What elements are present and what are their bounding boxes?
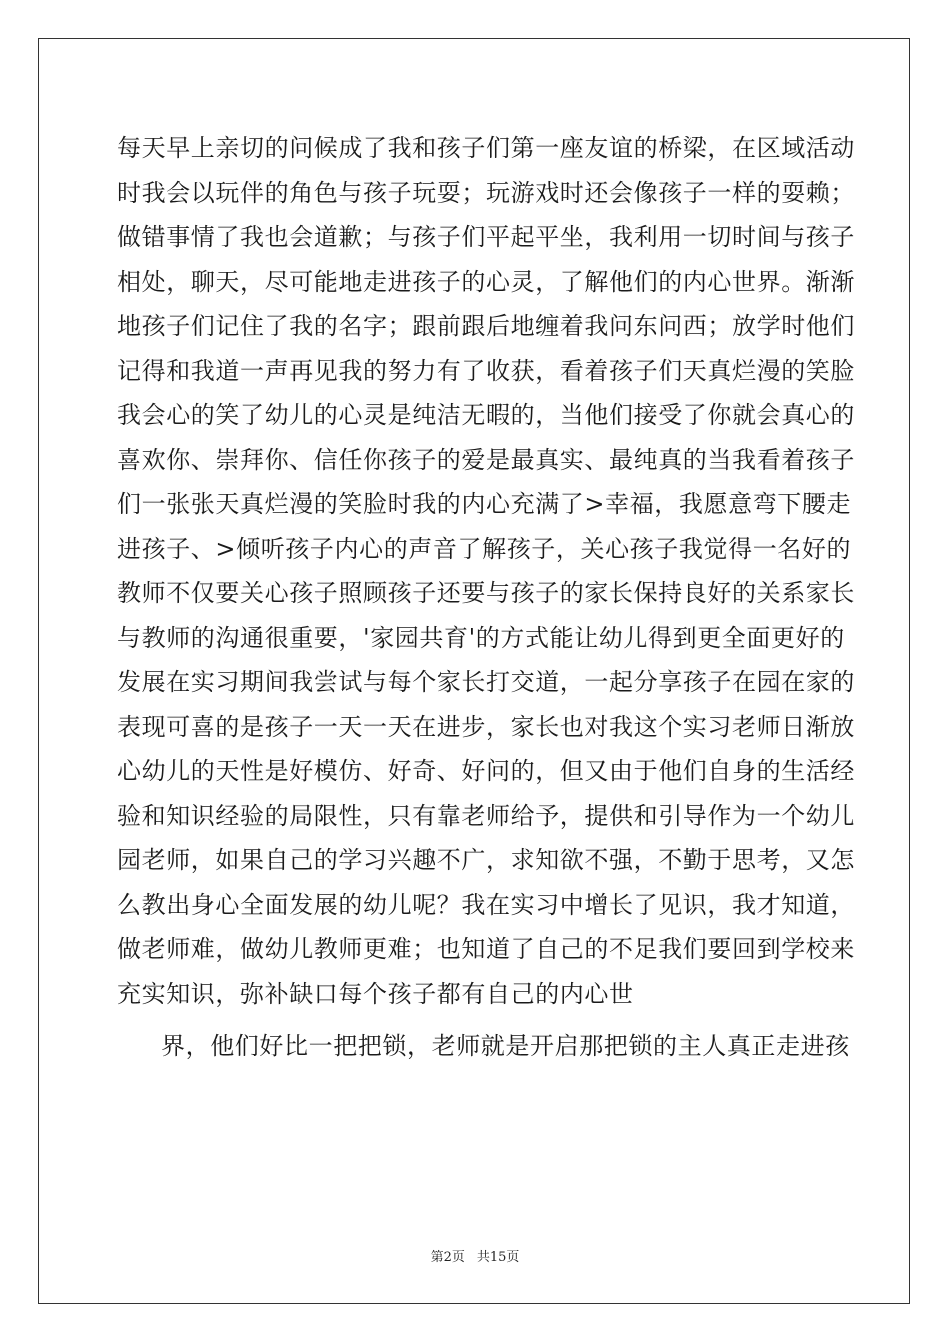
text-line: 验和知识经验的局限性，只有靠老师给予，提供和引导作为一个幼儿 (117, 801, 855, 830)
text-line: 喜欢你、崇拜你、信任你孩子的爱是最真实、最纯真的当我看着孩子 (117, 445, 855, 474)
text-line: 么教出身心全面发展的幼儿呢？我在实习中增长了见识，我才知道， (117, 890, 855, 919)
text-line: 做老师难，做幼儿教师更难；也知道了自己的不足我们要回到学校来 (117, 935, 855, 963)
text-line: 时我会以玩伴的角色与孩子玩耍；玩游戏时还会像孩子一样的耍赖； (117, 178, 855, 207)
text-line: 发展在实习期间我尝试与每个家长打交道，一起分享孩子在园在家的 (117, 668, 855, 696)
text-line: 与教师的沟通很重要，'家园共育'的方式能让幼儿得到更全面更好的 (117, 623, 845, 652)
document-body (117, 126, 855, 1069)
text-line: 园老师，如果自己的学习兴趣不广，求知欲不强，不勤于思考，又怎 (117, 846, 855, 874)
text-line: 做错事情了我也会道歉；与孩子们平起平坐，我利用一切时间与孩子 (117, 223, 855, 251)
text-line: 充实知识，弥补缺口每个孩子都有自己的内心世 (117, 979, 634, 1008)
text-line: 每天早上亲切的问候成了我和孩子们第一座友谊的桥梁，在区域活动 (117, 134, 855, 162)
paragraph (117, 126, 855, 1016)
page-footer (0, 1246, 950, 1265)
text-line: 们一张张天真烂漫的笑脸时我的内心充满了>幸福，我愿意弯下腰走 (117, 490, 852, 518)
paragraph-gap (117, 1016, 837, 1024)
page-total: 共15页 (476, 1250, 520, 1265)
text-line: 我会心的笑了幼儿的心灵是纯洁无暇的，当他们接受了你就会真心的 (117, 401, 855, 429)
page-number: 第2页 (430, 1250, 465, 1265)
paragraph (117, 1024, 850, 1069)
text-line: 进孩子、>倾听孩子内心的声音了解孩子，关心孩子我觉得一名好的 (117, 534, 852, 563)
text-line: 界，他们好比一把把锁，老师就是开启那把锁的主人真正走进孩 (161, 1032, 850, 1060)
text-line: 记得和我道一声再见我的努力有了收获，看着孩子们天真烂漫的笑脸 (117, 356, 855, 385)
text-line: 教师不仅要关心孩子照顾孩子还要与孩子的家长保持良好的关系家长 (117, 579, 855, 607)
text-line: 心幼儿的天性是好模仿、好奇、好问的，但又由于他们自身的生活经 (117, 757, 855, 785)
text-line: 相处，聊天，尽可能地走进孩子的心灵，了解他们的内心世界。渐渐 (117, 267, 855, 296)
text-line: 地孩子们记住了我的名字；跟前跟后地缠着我问东问西；放学时他们 (117, 312, 855, 340)
text-line: 表现可喜的是孩子一天一天在进步，家长也对我这个实习老师日渐放 (117, 712, 855, 741)
